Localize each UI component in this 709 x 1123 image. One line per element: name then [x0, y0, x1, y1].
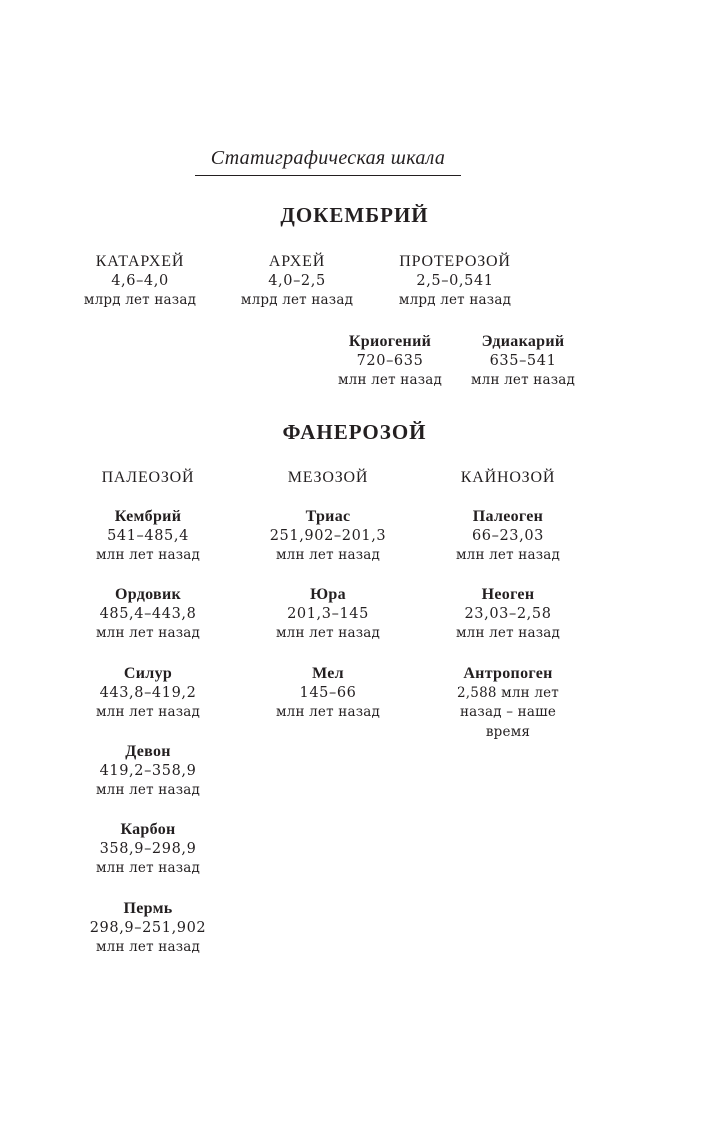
- period-permian: [78, 899, 218, 958]
- period-name: Криогений: [348, 333, 432, 350]
- period-range-line1: 2,588 млн лет: [457, 684, 559, 701]
- period-unit: млн лет назад: [275, 547, 381, 563]
- period-unit: млн лет назад: [95, 860, 201, 876]
- period-name: Антропоген: [463, 665, 553, 682]
- period-name: Девон: [125, 743, 171, 760]
- eon-name: АРХЕЙ: [268, 253, 326, 270]
- period-unit: млн лет назад: [95, 782, 201, 798]
- period-range: 443,8–419,2: [99, 684, 197, 701]
- period-name: Триас: [305, 508, 351, 525]
- period-name: Пермь: [123, 900, 173, 917]
- period-unit: млн лет назад: [470, 372, 576, 388]
- period-ediacaran: [453, 332, 593, 391]
- period-range: 720–635: [356, 352, 424, 369]
- period-unit: млн лет назад: [95, 625, 201, 641]
- period-range: 358,9–298,9: [99, 840, 197, 857]
- period-range: 485,4–443,8: [99, 605, 197, 622]
- eon-archean: [227, 252, 367, 311]
- eon-unit: млрд лет назад: [398, 292, 512, 308]
- page-heading: [195, 143, 461, 176]
- phanerozoic-title: ФАНЕРОЗОЙ: [282, 420, 427, 444]
- eon-range: 4,0–2,5: [268, 272, 326, 289]
- era-header-paleozoic: ПАЛЕОЗОЙ: [101, 469, 195, 486]
- period-unit: млн лет назад: [275, 704, 381, 720]
- period-range: 145–66: [299, 684, 357, 701]
- period-cryogenian: [320, 332, 460, 391]
- period-name: Неоген: [481, 586, 535, 603]
- eon-katarchean: [70, 252, 210, 311]
- eon-proterozoic: [385, 252, 525, 311]
- eon-range: 2,5–0,541: [416, 272, 494, 289]
- period-range: 66–23,03: [471, 527, 544, 544]
- period-name: Мел: [312, 665, 344, 682]
- period-range: 541–485,4: [107, 527, 189, 544]
- period-name: Эдиакарий: [481, 333, 565, 350]
- period-range: 251,902–201,3: [269, 527, 387, 544]
- period-name: Палеоген: [472, 508, 544, 525]
- era-header-cenozoic: КАЙНОЗОЙ: [460, 469, 556, 486]
- period-range: 635–541: [489, 352, 557, 369]
- period-range-line3: время: [485, 723, 531, 740]
- period-devonian: [78, 742, 218, 801]
- period-range: 23,03–2,58: [464, 605, 552, 622]
- period-range-line2: назад – наше: [459, 704, 557, 720]
- period-range: 419,2–358,9: [99, 762, 197, 779]
- period-unit: млн лет назад: [337, 372, 443, 388]
- eon-unit: млрд лет назад: [240, 292, 354, 308]
- eon-range: 4,6–4,0: [111, 272, 169, 289]
- period-unit: млн лет назад: [95, 939, 201, 955]
- period-cretaceous: [258, 664, 398, 723]
- period-jurassic: [258, 585, 398, 644]
- period-triassic: [258, 507, 398, 566]
- eon-unit: млрд лет назад: [83, 292, 197, 308]
- era-header-mesozoic: МЕЗОЗОЙ: [287, 469, 369, 486]
- eon-name: КАТАРХЕЙ: [95, 253, 185, 270]
- period-name: Кембрий: [114, 508, 182, 525]
- period-neogene: [438, 585, 578, 644]
- period-ordovician: [78, 585, 218, 644]
- precambrian-title: ДОКЕМБРИЙ: [280, 203, 429, 227]
- period-cambrian: [78, 507, 218, 566]
- period-anthropogene: [438, 664, 578, 742]
- period-name: Юра: [310, 586, 346, 603]
- period-unit: млн лет назад: [95, 547, 201, 563]
- period-silurian: [78, 664, 218, 723]
- period-unit: млн лет назад: [275, 625, 381, 641]
- page-title: Статиграфическая шкала: [210, 147, 446, 169]
- period-range: 201,3–145: [287, 605, 369, 622]
- period-unit: млн лет назад: [455, 625, 561, 641]
- period-name: Силур: [123, 665, 173, 682]
- period-paleogene: [438, 507, 578, 566]
- period-name: Карбон: [120, 821, 176, 838]
- period-unit: млн лет назад: [455, 547, 561, 563]
- period-name: Ордовик: [114, 586, 181, 603]
- eon-name: ПРОТЕРОЗОЙ: [399, 253, 511, 270]
- period-carboniferous: [78, 820, 218, 879]
- period-unit: млн лет назад: [95, 704, 201, 720]
- period-range: 298,9–251,902: [89, 919, 207, 936]
